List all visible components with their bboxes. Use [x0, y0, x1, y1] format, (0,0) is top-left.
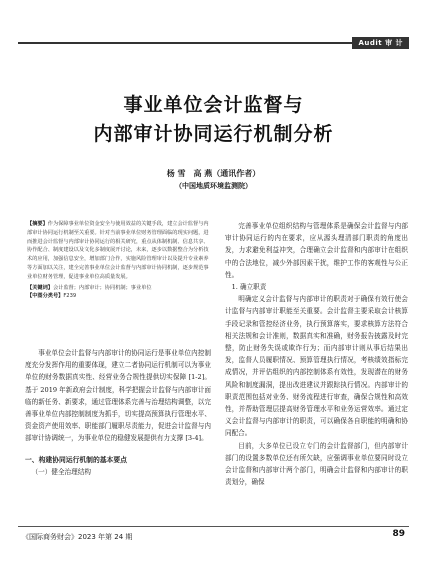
publication-info: 《国际商务财会》2023 年第 24 期 — [22, 533, 133, 541]
author-line: 杨 雪 高 燕（通讯作者） — [166, 169, 261, 178]
numbered-heading: 1. 确立职责 — [231, 283, 267, 292]
header-rule — [18, 42, 409, 44]
body-paragraph: 事业单位会计监督与内部审计的协同运行是事业单位内控制度充分发挥作用的重要体现，建立二者协同运行机制可以为事业单位的财务数据真实性、经营业务合规性提供切实保障 [1-2]。基于 2019 年新政府会计制度，科学把握会计监督与内部审计面临的新任务、新要求，通过管理体系完善与治理结构调整，以完善事业单位内部控制制度为抓手，切实提高预算执行管理水平、资金资产使用效率、职能部门履职尽责能力，促进会计监督与内部审计协调统一，为事业单位的稳健发展提供有力支撑 [3-4]。 — [25, 349, 211, 443]
body-paragraph: 完善事业单位组织结构与管理体系是确保会计监督与内部审计协同运行的内在要求，应从源头理清部门职责的角度出发，力求避免利益冲突，合理确立会计监督和内部审计在组织中的合法地位，减少外部因素干扰，维护工作的客观性与公正性。 — [225, 222, 408, 279]
running-header — [0, 37, 427, 49]
keywords-label: 【关键词】 — [27, 284, 53, 291]
keywords — [27, 284, 209, 293]
article-title-line2: 内部审计协同运行机制分析 — [93, 123, 334, 145]
abstract — [27, 220, 209, 282]
keywords-text: 会计监督；内部审计；协同机制；事业单位 — [52, 284, 152, 291]
affiliation: （中国地质环境监测院） — [175, 182, 252, 190]
page-number: 89 — [392, 529, 405, 539]
body-paragraph: 目前，大多单位已设立专门的会计监督部门，但内部审计部门的设置多数单位还有所欠缺，应强调事业单位要同时设立会计监督和内部审计两个部门，明确会计监督和内部审计的职责划分，确保 — [225, 441, 408, 487]
footer-rule — [18, 526, 409, 527]
clc-number — [27, 292, 209, 301]
subsection-heading: （一）健全治理结构 — [31, 467, 91, 476]
section-heading: 一、构建协同运行机制的基本要点 — [25, 455, 127, 464]
abstract-block — [27, 220, 209, 301]
abstract-label: 【摘要】 — [27, 221, 48, 227]
clc-label: 【中图分类号】 — [27, 293, 64, 300]
clc-value: F239 — [63, 293, 77, 300]
right-column — [225, 220, 408, 488]
article-title-line1: 事业单位会计监督与 — [123, 94, 304, 116]
left-column — [25, 347, 211, 478]
body-paragraph: 明确定义会计监督与内部审计的职责对于确保有效行使会计监督与内部审计职能至关重要。会计监督主要采取会计核算手段记录和管控经济业务，执行预算落实，要求核算方法符合相关法规和会计准则，数据真实和准确，财务报告披露及时完整，防止财务失误或欺诈行为；而内部审计则从事后结果出发，监督人员履职情况、预算管理执行情况，考核绩效指标完成情况，并评估组织的内部控制体系有效性，发现潜在的财务风险和制度漏洞，提出改进建议并跟踪执行情况。内部审计的职责范围包括对业务、财务流程进行审查，确保合规性和高效性，并帮助管理层提高财务管理水平和业务运营效率。通过定义会计监督与内部审计的职责，可以确保各自职能的明确和协同配合。 — [225, 295, 408, 438]
section-tag: Audit 审 计 — [352, 37, 409, 49]
abstract-text: 作为保障事业单位资金安全与使用效益的关键手段，建立会计监督与内部审计协同运行机制至关重要。针对当前事业单位财务管理面临的现实问题，进而推进会计监督与内部审计协同运行的相关研究，重点从体制机制、信息共享、协作配合、制度建设以及文化多制度展开讨论，未来，逐步以数据整合为分析技术的应用，加强信息安全，增加部门合作，实施风险管理审计以及提升专业素养等方面加以关注，建全完善事业单位会计监督与内部审计协同机制，逐步规范事业单位财务管理，促进事业单位高质量发展。 — [27, 221, 209, 280]
